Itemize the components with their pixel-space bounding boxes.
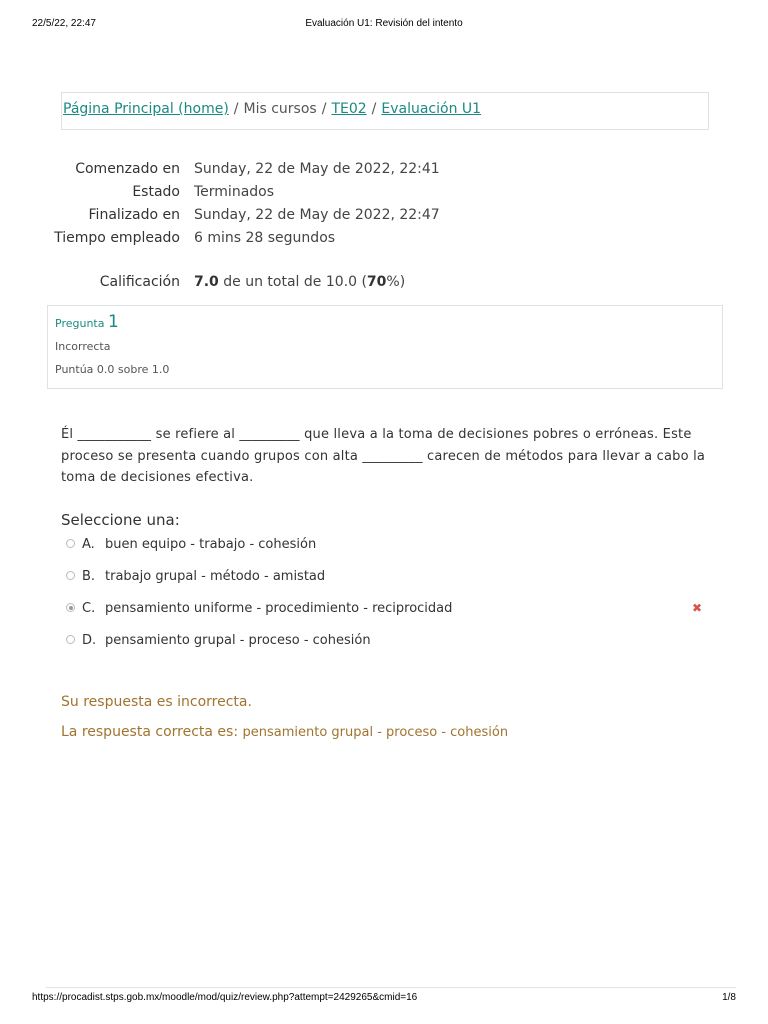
answer-option-b[interactable] [64,568,714,600]
question-state: Incorrecta [55,340,111,353]
print-page-number: 1/8 [722,992,736,1003]
footer-divider [46,987,736,988]
summary-row-state [60,179,720,202]
radio-button[interactable] [66,571,75,580]
radio-button-selected[interactable] [66,603,75,612]
print-datetime: 22/5/22, 22:47 [32,18,96,29]
grade-value [194,271,405,293]
answer-prompt: Seleccione una: [61,511,180,529]
answer-text: pensamiento uniforme - procedimiento - reciprocidad [105,601,453,616]
answer-text: pensamiento grupal - proceso - cohesión [105,633,371,648]
question-info-box [47,305,723,389]
answer-option-c[interactable] [64,600,714,632]
breadcrumb [61,92,709,130]
feedback-correct-answer [61,724,508,740]
radio-button[interactable] [66,539,75,548]
breadcrumb-separator: / [233,101,239,117]
answer-letter: D. [82,633,97,648]
answer-text: trabajo grupal - método - amistad [105,569,326,584]
correct-answer-label: La respuesta correcta es: [61,724,243,740]
grade-middle: de un total de 10.0 ( [218,274,367,290]
breadcrumb-separator: / [371,101,377,117]
breadcrumb-quiz-link[interactable]: Evaluación U1 [381,101,482,117]
state-value: Terminados [194,184,275,200]
incorrect-cross-icon: ✖ [692,601,703,615]
answer-letter: B. [82,569,96,584]
started-label: Comenzado en [75,161,180,177]
question-number-value: 1 [107,312,119,332]
answer-letter: A. [82,537,95,552]
summary-row-grade [60,269,720,292]
correct-answer-text: pensamiento grupal - proceso - cohesión [242,725,509,740]
breadcrumb-my-courses: Mis cursos [243,101,317,117]
answer-letter: C. [82,601,96,616]
grade-percent: 70 [366,274,387,290]
time-label: Tiempo empleado [54,230,180,246]
print-url: https://procadist.stps.gob.mx/moodle/mod/quiz/review.php?attempt=2429265&cmid=16 [32,992,418,1003]
summary-row-started [60,156,720,179]
print-footer [32,992,736,1006]
grade-label: Calificación [99,274,180,290]
answer-text: buen equipo - trabajo - cohesión [105,537,317,552]
question-number [55,314,722,332]
finished-label: Finalizado en [88,207,180,223]
breadcrumb-separator: / [321,101,327,117]
summary-row-time [54,225,720,269]
finished-value: Sunday, 22 de May de 2022, 22:47 [194,207,440,223]
answer-option-a[interactable] [64,536,714,568]
answer-option-d[interactable] [64,632,714,664]
summary-row-finished [60,202,720,225]
breadcrumb-course-link[interactable]: TE02 [331,101,367,117]
breadcrumb-home-link[interactable]: Página Principal (home) [63,101,229,117]
state-label: Estado [132,184,180,200]
print-title: Evaluación U1: Revisión del intento [305,18,463,29]
time-value: 6 mins 28 segundos [194,230,336,246]
started-value: Sunday, 22 de May de 2022, 22:41 [194,161,440,177]
radio-button[interactable] [66,635,75,644]
question-label: Pregunta [55,317,105,330]
question-grade: Puntúa 0.0 sobre 1.0 [55,363,170,376]
grade-score: 7.0 [194,274,219,290]
question-text: Él ___________ se refiere al _________ que lleva a la toma de decisiones pobres o erróneas. Este proceso se presenta cuando grupos con alta _________ carecen de métodos para llevar a cabo la toma de decisiones efectiva. [61,427,706,485]
attempt-summary [54,156,720,292]
feedback-result: Su respuesta es incorrecta. [61,694,252,710]
answer-list [64,536,714,664]
print-header [32,18,736,32]
grade-end: %) [386,274,406,290]
